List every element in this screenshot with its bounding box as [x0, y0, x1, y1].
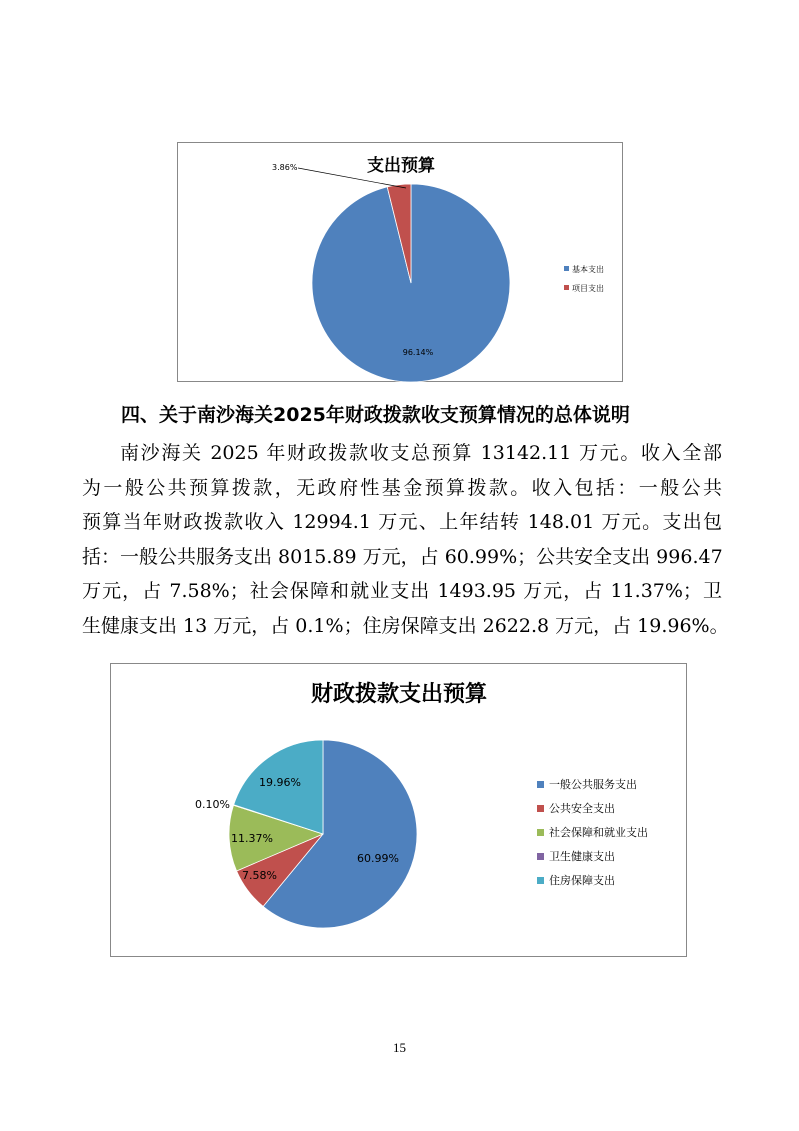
- data-label-social-security: 11.37%: [231, 832, 273, 845]
- paragraph-line: 括：一般公共服务支出 8015.89 万元，占 60.99%；公共安全支出 996.47: [82, 545, 723, 568]
- budget-expenditure-chart: [177, 142, 623, 382]
- legend-swatch-xiangmu: [564, 285, 569, 290]
- legend-swatch-0: [537, 781, 544, 788]
- legend-label-2: 社会保障和就业支出: [549, 826, 648, 839]
- data-label-public-safety: 7.58%: [242, 869, 277, 882]
- chart-title: 支出预算: [367, 156, 435, 176]
- paragraph-line: 为一般公共预算拨款，无政府性基金预算拨款。收入包括：一般公共: [82, 476, 722, 499]
- data-label-jiben: 96.14%: [402, 348, 434, 357]
- fiscal-appropriation-expenditure-chart: [110, 663, 687, 957]
- data-label-xiangmu: 3.86%: [272, 163, 298, 172]
- legend-label-jiben: 基本支出: [572, 265, 604, 274]
- legend-label-0: 一般公共服务支出: [549, 778, 637, 791]
- legend-label-3: 卫生健康支出: [549, 850, 615, 863]
- paragraph-line: 生健康支出 13 万元，占 0.1%；住房保障支出 2622.8 万元，占 19.96%。: [82, 614, 729, 637]
- page-number: 15: [393, 1040, 406, 1055]
- chart-title: 财政拨款支出预算: [310, 682, 488, 707]
- legend-label-xiangmu: 项目支出: [572, 284, 604, 293]
- legend-swatch-3: [537, 853, 544, 860]
- data-label-housing: 19.96%: [259, 776, 301, 789]
- pie-chart-svg: [178, 143, 624, 383]
- section-heading: 四、关于南沙海关2025年财政拨款收支预算情况的总体说明: [121, 404, 630, 426]
- legend-swatch-2: [537, 829, 544, 836]
- legend-label-1: 公共安全支出: [549, 802, 615, 815]
- paragraph-line: 万元，占 7.58%；社会保障和就业支出 1493.95 万元，占 11.37%；卫: [82, 580, 722, 602]
- paragraph-line: 南沙海关 2025 年财政拨款收支总预算 13142.11 万元。收入全部: [120, 442, 722, 464]
- data-label-health: 0.10%: [195, 798, 230, 811]
- legend-swatch-jiben: [564, 266, 569, 271]
- legend-swatch-4: [537, 877, 544, 884]
- legend-swatch-1: [537, 805, 544, 812]
- legend-label-4: 住房保障支出: [549, 874, 615, 887]
- body-paragraph: [82, 436, 729, 643]
- data-label-general-public-services: 60.99%: [357, 852, 399, 865]
- paragraph-line: 预算当年财政拨款收入 12994.1 万元、上年结转 148.01 万元。支出包: [82, 511, 722, 533]
- pie-chart-svg: [111, 664, 688, 958]
